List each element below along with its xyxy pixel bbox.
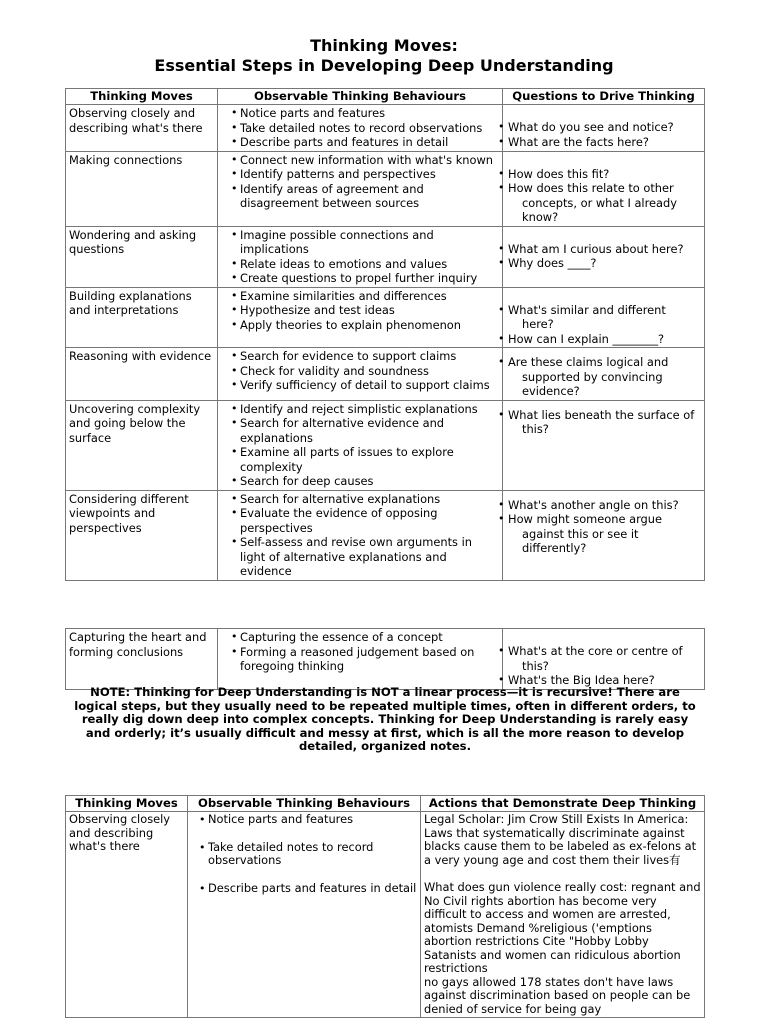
header-questions: Questions to Drive Thinking [503, 89, 705, 105]
item-text: • Describe parts and features in detail [240, 135, 449, 149]
questions-cell [503, 400, 705, 490]
item-text: • Relate ideas to emotions and values [240, 256, 448, 271]
question-item [508, 120, 701, 135]
item-text: • Identify patterns and perspectives [240, 167, 436, 181]
item-text: • Take detailed notes to record observations [208, 839, 374, 867]
behaviour-item [240, 416, 499, 445]
item-text: • Search for alternative explanations [240, 491, 441, 506]
question-item [508, 355, 701, 399]
item-text: • What lies beneath the surface of this? [508, 407, 695, 436]
item-text: • What's at the core or centre of this? [508, 644, 683, 673]
action-paragraph: What does gun violence really cost: regnant and No Civil rights abortion has become very difficult to access and women are arrested, atomists Demand %religious ('emptions abortion restrictions Cite "Hobby Lobby Satanists and women can ridiculous abortion restrictions [424, 880, 701, 975]
note-paragraph: NOTE: Thinking for Deep Understanding is NOT a linear process—it is recursive! There are logical steps, but they usually need to be repeated multiple times, often in different orders, to really dig down deep into complex concepts. Thinking for Deep Understanding is rarely easy and orderly; it’s usually difficult and messy at first, which is all the more reason to develop detailed, organized notes. [74, 685, 696, 753]
item-text: • What am I curious about here? [508, 241, 684, 256]
table-header-row [66, 796, 705, 812]
item-text: • Are these claims logical and supported by convincing evidence? [508, 355, 669, 398]
behaviour-item [240, 228, 499, 257]
behaviour-item [240, 318, 499, 333]
item-text: • What are the facts here? [508, 134, 649, 149]
behaviour-item [240, 257, 499, 272]
behaviours-cell [218, 400, 503, 490]
item-text: • What's another angle on this? [508, 497, 679, 512]
actions-cell [421, 812, 705, 1018]
item-text: • Search for deep causes [240, 474, 374, 488]
behaviour-item [240, 645, 499, 674]
behaviour-item [240, 349, 499, 364]
behaviour-item [208, 813, 417, 827]
table-row [66, 226, 705, 287]
item-text: • How might someone argue against this or see it differently? [508, 512, 663, 555]
thinking-move-cell: Observing closely and describing what's there [66, 105, 218, 152]
table-row [66, 812, 705, 1018]
question-item [508, 256, 701, 271]
behaviour-item [240, 271, 499, 286]
behaviour-item [240, 492, 499, 507]
behaviours-cell [218, 105, 503, 152]
item-text: • Why does ____? [508, 256, 597, 270]
behaviour-item [208, 882, 417, 896]
item-text: • How does this relate to other concepts, or what I already know? [508, 181, 677, 224]
behaviour-item [240, 506, 499, 535]
thinking-move-cell: Reasoning with evidence [66, 348, 218, 401]
item-text: • Identify and reject simplistic explanations [240, 401, 478, 416]
behaviours-cell [218, 629, 503, 690]
questions-cell [503, 151, 705, 226]
behaviour-item [240, 153, 499, 168]
capturing-table [65, 628, 705, 690]
question-item [508, 498, 701, 513]
question-item [508, 242, 701, 257]
item-text: • Apply theories to explain phenomenon [240, 317, 461, 332]
behaviours-cell [218, 287, 503, 348]
questions-cell [503, 490, 705, 580]
thinking-move-cell: Uncovering complexity and going below the surface [66, 400, 218, 490]
question-item [508, 181, 701, 225]
table-row [66, 105, 705, 152]
item-text: • Describe parts and features in detail [208, 880, 417, 895]
table-row [66, 629, 705, 690]
behaviour-item [240, 378, 499, 393]
item-text: • Evaluate the evidence of opposing perspectives [240, 506, 438, 535]
questions-cell [503, 629, 705, 690]
item-text: • Take detailed notes to record observations [240, 120, 483, 135]
behaviour-item [240, 121, 499, 136]
behaviours-cell [218, 348, 503, 401]
behaviour-item [240, 182, 499, 211]
behaviour-item [240, 445, 499, 474]
item-text: • Notice parts and features [208, 812, 354, 826]
question-item [508, 167, 701, 182]
behaviours-cell [188, 812, 421, 1018]
behaviours-cell [218, 151, 503, 226]
table-row [66, 151, 705, 226]
header-observable-behaviours: Observable Thinking Behaviours [188, 796, 421, 812]
header-observable-behaviours: Observable Thinking Behaviours [218, 89, 503, 105]
item-text: • Forming a reasoned judgement based on foregoing thinking [240, 644, 475, 673]
behaviours-cell [218, 490, 503, 580]
question-item [508, 512, 701, 556]
question-item [508, 332, 701, 347]
behaviour-item [240, 167, 499, 182]
item-text: • Notice parts and features [240, 106, 386, 120]
thinking-moves-table [65, 88, 705, 581]
question-item [508, 644, 701, 673]
behaviour-item [208, 841, 417, 868]
item-text: • Verify sufficiency of detail to support claims [240, 378, 490, 392]
table-header-row [66, 89, 705, 105]
behaviour-item [240, 106, 499, 121]
item-text: • What's the Big Idea here? [508, 673, 655, 687]
table-row [66, 348, 705, 401]
behaviour-item [240, 402, 499, 417]
thinking-move-cell: Wondering and asking questions [66, 226, 218, 287]
behaviours-cell [218, 226, 503, 287]
item-text: • Imagine possible connections and implications [240, 227, 434, 256]
item-text: • Connect new information with what's known [240, 152, 494, 167]
item-text: • Identify areas of agreement and disagreement between sources [240, 181, 424, 210]
item-text: • What's similar and different here? [508, 302, 666, 331]
behaviour-item [240, 630, 499, 645]
table-row [66, 287, 705, 348]
thinking-move-cell: Observing closely and describing what's there [66, 812, 188, 1018]
questions-cell [503, 348, 705, 401]
table-row [66, 490, 705, 580]
thinking-move-cell: Considering different viewpoints and perspectives [66, 490, 218, 580]
thinking-move-cell: Building explanations and interpretations [66, 287, 218, 348]
behaviour-item [240, 474, 499, 489]
behaviour-item [240, 303, 499, 318]
questions-cell [503, 226, 705, 287]
header-thinking-moves: Thinking Moves [66, 796, 188, 812]
table-row [66, 400, 705, 490]
behaviour-item [240, 364, 499, 379]
title-line-1: Thinking Moves: [310, 36, 458, 55]
item-text: • Examine similarities and differences [240, 288, 447, 303]
behaviour-item [240, 289, 499, 304]
action-paragraph: Legal Scholar: Jim Crow Still Exists In America: Laws that systematically discriminate against blacks cause them to be labeled as ex-felons at a very young age and cost them their lives有 [424, 812, 697, 867]
item-text: • Capturing the essence of a concept [240, 630, 443, 644]
question-item [508, 303, 701, 332]
item-text: • What do you see and notice? [508, 120, 674, 134]
actions-table [65, 795, 705, 1018]
item-text: • Self-assess and revise own arguments in light of alternative explanations and evidence [240, 535, 472, 578]
item-text: • Search for alternative evidence and explanations [240, 416, 445, 445]
item-text: • How can I explain ________? [508, 331, 665, 346]
item-text: • Hypothesize and test ideas [240, 303, 395, 317]
title-line-2: Essential Steps in Developing Deep Understanding [154, 56, 614, 75]
header-actions: Actions that Demonstrate Deep Thinking [421, 796, 705, 812]
questions-cell [503, 287, 705, 348]
item-text: • Search for evidence to support claims [240, 349, 457, 363]
question-item [508, 135, 701, 150]
questions-cell [503, 105, 705, 152]
thinking-move-cell: Capturing the heart and forming conclusions [66, 629, 218, 690]
item-text: • How does this fit? [508, 166, 610, 181]
action-paragraph: no gays allowed 178 states don't have laws against discrimination based on people can be denied of service for being gay [424, 974, 691, 1016]
header-thinking-moves: Thinking Moves [66, 89, 218, 105]
thinking-move-cell: Making connections [66, 151, 218, 226]
behaviour-item [240, 135, 499, 150]
item-text: • Examine all parts of issues to explore complexity [240, 445, 454, 474]
question-item [508, 408, 701, 437]
item-text: • Create questions to propel further inquiry [240, 271, 478, 285]
behaviour-item [240, 535, 499, 579]
item-text: • Check for validity and soundness [240, 363, 429, 378]
